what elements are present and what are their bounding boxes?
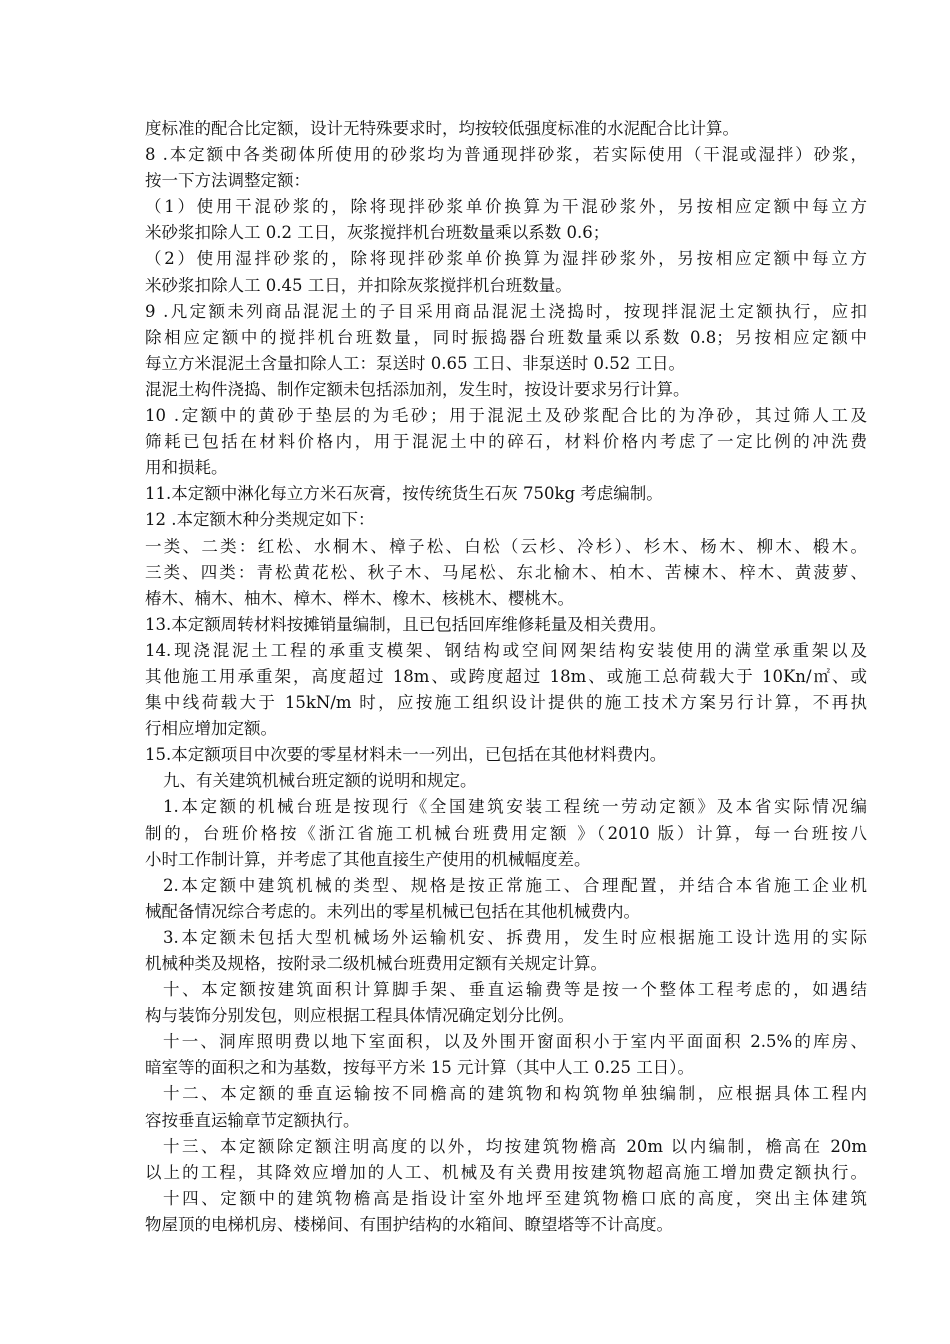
text-line: 1.本定额的机械台班是按现行《全国建筑安装工程统一劳动定额》及本省实际情况编	[163, 797, 867, 817]
text-line: 筛耗已包括在材料价格内，用于混泥土中的碎石，材料价格内考虑了一定比例的冲洗费	[145, 432, 867, 452]
text-line: 集中线荷载大于 15kN/m 时，应按施工组织设计提供的施工技术方案另行计算，不再执	[145, 693, 867, 713]
text-line: 13.本定额周转材料按摊销量编制，且已包括回库维修耗量及相关费用。	[145, 614, 667, 634]
text-line: 用和损耗。	[145, 458, 228, 478]
text-line: 暗室等的面积之和为基数，按每平方米 15 元计算（其中人工 0.25 工日）。	[145, 1058, 694, 1078]
text-line: 9 .凡定额未列商品混泥土的子目采用商品混泥土浇捣时，按现拌混泥土定额执行，应扣	[145, 301, 867, 321]
text-line: 米砂浆扣除人工 0.2 工日，灰浆搅拌机台班数量乘以系数 0.6；	[145, 223, 610, 243]
text-line: 一类、二类：红松、水桐木、樟子松、白松（云杉、冷杉）、杉木、杨木、柳木、椴木。	[145, 536, 867, 556]
text-line: 十二、本定额的垂直运输按不同檐高的建筑物和构筑物单独编制，应根据具体工程内	[163, 1084, 867, 1104]
text-line: 2.本定额中建筑机械的类型、规格是按正常施工、合理配置，并结合本省施工企业机	[163, 875, 867, 895]
document-page	[145, 116, 867, 1238]
text-line: （1）使用干混砂浆的，除将现拌砂浆单价换算为干混砂浆外，另按相应定额中每立方	[145, 197, 867, 217]
text-line: 10 .定额中的黄砂于垫层的为毛砂；用于混泥土及砂浆配合比的为净砂，其过筛人工及	[145, 406, 867, 426]
text-line: 机械种类及规格，按附录二级机械台班费用定额有关规定计算。	[145, 954, 607, 973]
text-line: 15.本定额项目中次要的零星材料未一一列出，已包括在其他材料费内。	[145, 745, 667, 765]
text-line: 十一、洞库照明费以地下室面积，以及外围开窗面积小于室内平面面积 2.5%的库房、	[163, 1032, 867, 1052]
text-line: 三类、四类：青松黄花松、秋子木、马尾松、东北榆木、柏木、苦楝木、梓木、黄菠萝、	[145, 562, 867, 582]
text-line: 混泥土构件浇捣、制作定额未包括添加剂，发生时，按设计要求另行计算。	[145, 379, 690, 399]
text-line: 械配备情况综合考虑的。未列出的零星机械已包括在其他机械费内。	[145, 901, 640, 921]
text-line: 12 .本定额木种分类规定如下：	[145, 510, 375, 530]
text-line: 其他施工用承重架，高度超过 18m、或跨度超过 18m、或施工总荷载大于 10Kn/㎡、或	[145, 666, 867, 686]
text-line: 行相应增加定额。	[145, 719, 277, 739]
text-line: 十四、定额中的建筑物檐高是指设计室外地坪至建筑物檐口底的高度，突出主体建筑	[163, 1188, 867, 1208]
text-line: 构与装饰分别发包，则应根据工程具体情况确定划分比例。	[145, 1006, 574, 1026]
text-line: 米砂浆扣除人工 0.45 工日，并扣除灰浆搅拌机台班数量。	[145, 275, 572, 295]
text-line: （2）使用湿拌砂浆的，除将现拌砂浆单价换算为湿拌砂浆外，另按相应定额中每立方	[145, 249, 867, 269]
text-line: 以上的工程，其降效应增加的人工、机械及有关费用按建筑物超高施工增加费定额执行。	[145, 1162, 867, 1182]
text-line: 椿木、楠木、柚木、樟木、榉木、橡木、核桃木、樱桃木。	[145, 588, 574, 608]
text-line: 容按垂直运输章节定额执行。	[145, 1110, 360, 1130]
text-line: 小时工作制计算，并考虑了其他直接生产使用的机械幅度差。	[145, 849, 591, 869]
text-line: 每立方米混泥土含量扣除人工：泵送时 0.65 工日、非泵送时 0.52 工日。	[145, 353, 685, 373]
text-line: 九、有关建筑机械台班定额的说明和规定。	[163, 771, 477, 791]
text-line: 物屋顶的电梯机房、楼梯间、有围护结构的水箱间、瞭望塔等不计高度。	[145, 1214, 673, 1234]
text-line: 11.本定额中淋化每立方米石灰膏，按传统货生石灰 750kg 考虑编制。	[145, 484, 663, 504]
text-line: 14.现浇混泥土工程的承重支模架、钢结构或空间网架结构安装使用的满堂承重架以及	[145, 640, 867, 660]
text-line: 3.本定额未包括大型机械场外运输机安、拆费用，发生时应根据施工设计选用的实际	[163, 927, 867, 947]
text-line: 除相应定额中的搅拌机台班数量，同时振捣器台班数量乘以系数 0.8；另按相应定额中	[145, 327, 867, 347]
text-line: 度标准的配合比定额，设计无特殊要求时，均按较低强度标准的水泥配合比计算。	[145, 119, 739, 138]
text-line: 制的，台班价格按《浙江省施工机械台班费用定额 》（2010 版）计算，每一台班按八	[145, 823, 867, 843]
text-line: 8 .本定额中各类砌体所使用的砂浆均为普通现拌砂浆，若实际使用（干混或湿拌）砂浆，	[145, 145, 867, 165]
text-line: 十、本定额按建筑面积计算脚手架、垂直运输费等是按一个整体工程考虑的，如遇结	[163, 980, 867, 1000]
text-line: 十三、本定额除定额注明高度的以外，均按建筑物檐高 20m 以内编制，檐高在 20m	[163, 1136, 867, 1156]
text-line: 按一下方法调整定额：	[145, 171, 310, 191]
